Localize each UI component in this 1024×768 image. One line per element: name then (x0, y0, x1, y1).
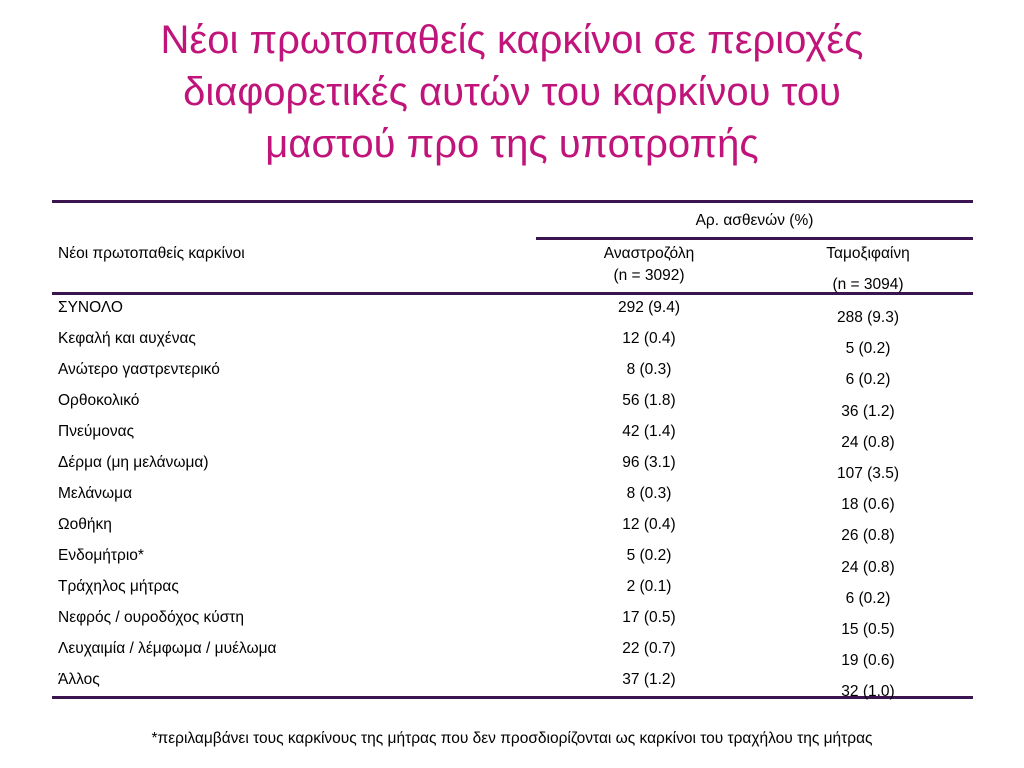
row-anastrozole-value: 5 (0.2) (626, 547, 672, 564)
row-tamoxifen-value: 107 (3.5) (836, 465, 900, 482)
group-header: Αρ. ασθενών (%) (695, 212, 814, 229)
row-label: Κεφαλή και αυχένας (58, 330, 196, 347)
col-anastrozole-name: Αναστροζόλη (603, 245, 695, 262)
title-line-3: μαστού προ της υποτροπής (265, 122, 759, 166)
row-anastrozole-value: 2 (0.1) (626, 578, 672, 595)
row-label: Λευχαιμία / λέμφωμα / μυέλωμα (58, 640, 277, 657)
col-anastrozole-n: (n = 3092) (613, 267, 685, 284)
row-label: Πνεύμονας (58, 423, 135, 440)
row-anastrozole-value: 42 (1.4) (622, 423, 676, 440)
page-title (40, 14, 984, 170)
row-tamoxifen-value: 36 (1.2) (841, 402, 895, 420)
row-label: Άλλος (58, 671, 100, 688)
row-label: Ανώτερο γαστρεντερικό (58, 361, 220, 378)
row-label: Ορθοκολικό (58, 392, 140, 409)
row-tamoxifen-value: 24 (0.8) (841, 558, 895, 576)
row-tamoxifen-value: 26 (0.8) (841, 527, 895, 545)
row-label: Ενδομήτριο* (58, 547, 144, 564)
row-tamoxifen-value: 15 (0.5) (841, 621, 895, 638)
table-top-rule (52, 200, 973, 203)
row-label: Δέρμα (μη μελάνωμα) (58, 454, 209, 471)
row-tamoxifen-value: 19 (0.6) (841, 652, 895, 670)
row-anastrozole-value: 22 (0.7) (622, 640, 676, 657)
row-anastrozole-value: 8 (0.3) (626, 361, 672, 378)
title-line-1: Νέοι πρωτοπαθείς καρκίνοι σε περιοχές (160, 18, 864, 62)
row-tamoxifen-value: 24 (0.8) (841, 433, 895, 451)
row-anastrozole-value: 8 (0.3) (626, 485, 672, 502)
row-label: Μελάνωμα (58, 485, 133, 502)
group-header-rule (536, 237, 973, 240)
row-tamoxifen-value: 6 (0.2) (845, 371, 891, 389)
footnote: *περιλαμβάνει τους καρκίνους της μήτρας που δεν προσδιορίζονται ως καρκίνοι του τραχήλου της μήτρας (151, 730, 873, 747)
row-tamoxifen-value: 18 (0.6) (841, 496, 895, 514)
row-anastrozole-value: 56 (1.8) (622, 392, 676, 409)
row-tamoxifen-value: 288 (9.3) (836, 309, 900, 326)
row-anastrozole-value: 12 (0.4) (622, 330, 676, 347)
row-header-label: Νέοι πρωτοπαθείς καρκίνοι (58, 245, 245, 262)
row-anastrozole-value: 292 (9.4) (617, 299, 681, 316)
row-tamoxifen-value: 6 (0.2) (845, 589, 891, 607)
row-label: Ωοθήκη (58, 516, 112, 533)
col-tamoxifen-name: Ταμοξιφαίνη (826, 245, 910, 262)
row-anastrozole-value: 37 (1.2) (622, 671, 676, 688)
title-line-2: διαφορετικές αυτών του καρκίνου του (183, 70, 841, 114)
row-anastrozole-value: 17 (0.5) (622, 609, 676, 626)
row-tamoxifen-value: 5 (0.2) (845, 340, 891, 358)
row-label: ΣΥΝΟΛΟ (58, 299, 123, 316)
col-tamoxifen-n: (n = 3094) (832, 276, 904, 293)
row-label: Τράχηλος μήτρας (58, 578, 179, 595)
row-tamoxifen-value: 32 (1.0) (841, 683, 895, 701)
row-anastrozole-value: 12 (0.4) (622, 516, 676, 533)
row-anastrozole-value: 96 (3.1) (622, 454, 676, 471)
row-label: Νεφρός / ουροδόχος κύστη (58, 609, 244, 626)
